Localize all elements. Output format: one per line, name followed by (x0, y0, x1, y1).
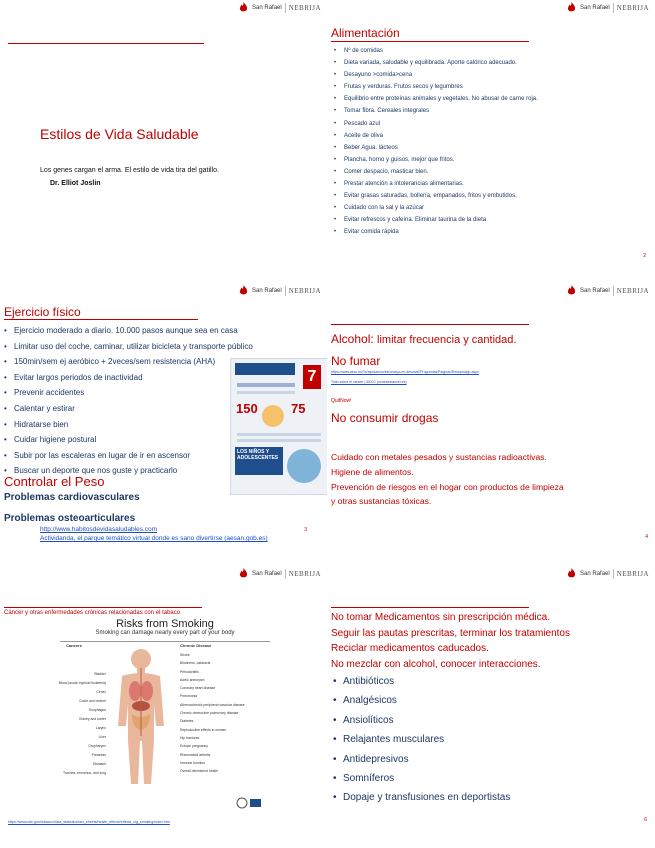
list-item: • Dieta variada, saludable y equilibrada. Aporte calórico adecuado. (332, 57, 650, 69)
title-rule (331, 324, 529, 325)
col-chronic: Chronic Disease (180, 643, 212, 648)
title-rule (4, 319, 198, 320)
poster-stat-75: 75 (291, 401, 306, 416)
page-number: 2 (643, 253, 646, 259)
list-item: • Frutas y verduras. Frutos secos y legumbres (332, 81, 650, 93)
list-item: • Limitar uso del coche, caminar, utilizar bicicleta y transporte público (2, 339, 320, 355)
disease-label: Coronary heart disease (180, 686, 216, 691)
slide-title: Estilos de Vida Saludable (40, 126, 199, 142)
cancer-label: Blood (acute myeloid leukemia) (58, 681, 106, 685)
brand-name: San Rafael (580, 570, 610, 577)
text-line: Cuidado con metales pesados y sustancias radioactivas. (331, 452, 547, 462)
logo (566, 285, 649, 296)
text-line: No mezclar con alcohol, conocer interacciones. (331, 658, 541, 670)
san-rafael-flame-icon (566, 568, 577, 579)
list-item: • Cuidado con la sal y la azúcar (332, 202, 650, 214)
list-item: • 150min/sem ej aeróbico + 2veces/sem resistencia (AHA) (2, 354, 320, 370)
human-body-illustration (110, 646, 172, 786)
san-rafael-flame-icon (238, 285, 249, 296)
link-aecc[interactable]: Todo sobre el cáncer | AECC (contraelcancer.es) (331, 380, 407, 384)
poster-number: 7 (303, 365, 321, 389)
chronic-labels (180, 651, 298, 775)
cancer-label: Esophagus (89, 708, 106, 712)
slide-title: Alimentación (331, 26, 400, 40)
link-quitnow[interactable]: QuitNow! (331, 398, 352, 404)
list-item: • Beber Agua. lácteos (332, 142, 650, 154)
link-actividanda[interactable]: Actividanda, el parque temático virtual donde es sano divertirse (aesan.gob.es) (40, 535, 268, 542)
disease-label: Overall diminished health (180, 769, 219, 774)
slide-6 (328, 566, 655, 848)
cancer-label: Colon and rectum (79, 699, 106, 703)
poster-stat-150: 150 (236, 401, 258, 416)
title-rule (4, 607, 202, 608)
list-item: • Comer despacio, masticar bien. (332, 166, 650, 178)
logo (566, 568, 649, 579)
university-name: NEBRIJA (288, 3, 321, 12)
disease-label: Chronic obstructive pulmonary disease (180, 711, 239, 716)
link-cdc[interactable]: https://www.cdc.gov/tobacco/data_statistics/fact_sheets/health_effects/effects_cig_smoking/index.htm (8, 820, 170, 824)
text-line: Higiene de alimentos. (331, 466, 414, 477)
brand-name: San Rafael (580, 4, 610, 11)
disease-label: Immune function (180, 760, 206, 765)
list-item: • Analgésicos (331, 691, 651, 710)
slide-3 (0, 283, 327, 565)
cancer-label: Stomach (92, 762, 106, 766)
brand-name: San Rafael (580, 287, 610, 294)
disease-label: Atherosclerotic peripheral vascular disease (180, 702, 245, 707)
list-item: • Somníferos (331, 769, 651, 788)
cancer-label: Liver (98, 735, 106, 739)
figure-title: Risks from Smoking (116, 618, 214, 630)
link-habitos[interactable]: http://www.habitosdevidasaludables.com (40, 526, 158, 533)
brand-name: San Rafael (252, 570, 282, 577)
hhs-cdc-logos (236, 796, 262, 810)
alcohol-title: Alcohol: (331, 332, 374, 346)
list-item: • Equilibrio entre proteínas animales y vegetales. No abusar de carne roja. (332, 93, 650, 105)
disease-label: Aortic aneurysm (180, 677, 205, 682)
text-line: Seguir las pautas prescritas, terminar los tratamientos (331, 627, 570, 639)
quote: Los genes cargan el arma. El estilo de vida tira del gatillo. (40, 167, 219, 174)
list-item: • Ejercicio moderado a diario. 10.000 pasos aunque sea en casa (2, 323, 320, 339)
cancer-label: Oropharynx (88, 744, 106, 748)
figure-caption: Cáncer y otras enfermedades crónicas relacionadas con el tabaco (4, 610, 181, 616)
disease-label: Hip fractures (180, 735, 200, 740)
list-item: • Buscar un deporte que nos guste y practicarlo (2, 463, 320, 479)
san-rafael-flame-icon (238, 2, 249, 13)
disease-label: Periodontitis (180, 669, 199, 674)
list-item: • Hidratarse bien (2, 417, 320, 433)
logo (238, 285, 321, 296)
alcohol-text: limitar frecuencia y cantidad. (377, 334, 517, 346)
col-cancers: Cancers (66, 643, 82, 648)
list-item: • Pescado azul (332, 118, 650, 130)
university-name: NEBRIJA (288, 569, 321, 578)
brand-name: San Rafael (252, 4, 282, 11)
text-line: y otras sustancias tóxicas. (331, 496, 432, 507)
logo (238, 2, 321, 13)
list-item: • Nº de comidas (332, 45, 650, 57)
cancer-label: Bladder (94, 672, 106, 676)
university-name: NEBRIJA (616, 3, 649, 12)
cancer-label: Kidney and ureter (79, 717, 106, 721)
risks-figure (30, 618, 300, 818)
logo (566, 2, 649, 13)
weight-title: Controlar el Peso (4, 474, 105, 489)
title-rule (8, 43, 204, 44)
university-name: NEBRIJA (288, 286, 321, 295)
san-rafael-flame-icon (566, 2, 577, 13)
cancer-labels (30, 670, 106, 778)
san-rafael-flame-icon (566, 285, 577, 296)
title-rule (331, 607, 529, 608)
university-name: NEBRIJA (616, 569, 649, 578)
page-number: 3 (304, 527, 307, 533)
alcohol-heading (331, 332, 516, 346)
disease-label: Blindness, cataracts (180, 661, 211, 666)
title-rule (331, 41, 529, 42)
risk-lines (331, 450, 655, 509)
list-item: • Relajantes musculares (331, 730, 651, 749)
list-item: • Cuidar higiene postural (2, 432, 320, 448)
cancer-label: Trachea, bronchus, and lung (62, 771, 106, 775)
smoke-title: No fumar (331, 354, 381, 368)
disease-label: Reproductive effects in women (180, 727, 227, 732)
slide-4 (328, 283, 655, 565)
san-rafael-flame-icon (238, 568, 249, 579)
problem-osteo: Problemas osteoarticulares (4, 513, 136, 524)
quote-author: Dr. Elliot Joslin (50, 180, 101, 187)
list-item: • Prevenir accidentes (2, 385, 320, 401)
disease-label: Diabetes (180, 719, 194, 724)
text-line: Reciclar medicamentos caducados. (331, 643, 489, 654)
university-name: NEBRIJA (616, 286, 649, 295)
list-item: • Antidepresivos (331, 750, 651, 769)
link-aecc-app[interactable]: https://www.aecc.es/Te/ayudamos/intromayo-en-desnivel/Programas/Paginas/Reseploapp.aspx (331, 370, 479, 374)
food-list (332, 45, 650, 239)
list-item: • Evitar comida rápida (332, 226, 650, 238)
disease-label: Rheumatoid arthritis (180, 752, 211, 757)
list-item: • Prestar atención a intolerancias alimentarias. (332, 178, 650, 190)
list-item: • Evitar grasas saturadas, bollería, empanados, fritos y embutidos. (332, 190, 650, 202)
list-item: • Dopaje y transfusiones en deportistas (331, 788, 651, 807)
list-item: • Evitar largos periodos de inactividad (2, 370, 320, 386)
list-item: • Calentar y estirar (2, 401, 320, 417)
disease-label: Stroke (180, 653, 190, 657)
slide-1 (0, 0, 327, 282)
drugs-text: No consumir drogas (331, 411, 439, 425)
exercise-list (2, 323, 320, 479)
text-line: No tomar Medicamentos sin prescripción médica. (331, 612, 550, 623)
list-item: • Ansiolíticos (331, 711, 651, 730)
page-number: 6 (644, 817, 647, 823)
list-item: • Tomar fibra. Cereales integrales (332, 105, 650, 117)
disease-label: Ectopic pregnancy (180, 744, 208, 749)
slide-2 (328, 0, 655, 282)
medication-lines (331, 610, 655, 672)
page-number: 4 (645, 534, 648, 540)
list-item: • Subir por las escaleras en lugar de ir en ascensor (2, 448, 320, 464)
list-item: • Plancha, horno y guisos, mejor que fritos. (332, 154, 650, 166)
problem-cardio: Problemas cardiovasculares (4, 492, 140, 503)
figure-subtitle: Smoking can damage nearly every part of your body (95, 630, 235, 636)
cancer-label: Larynx (95, 726, 106, 730)
medication-list (331, 672, 651, 808)
brand-name: San Rafael (252, 287, 282, 294)
slide-5 (0, 566, 327, 848)
cancer-label: Cervix (96, 690, 106, 694)
list-item: • Antibióticos (331, 672, 651, 691)
disease-label: Pneumonia (180, 694, 198, 699)
list-item: • Evitar refrescos y cafeína. Eliminar taurina de la dieta (332, 214, 650, 226)
list-item: • Desayuno >comida>cena (332, 69, 650, 81)
slide-title: Ejercicio físico (4, 305, 81, 319)
text-line: Prevención de riesgos en el hogar con productos de limpieza (331, 481, 564, 492)
list-item: • Aceite de oliva (332, 130, 650, 142)
cancer-label: Pancreas (91, 753, 106, 757)
poster-headline: LOS NIÑOS Y ADOLESCENTES (235, 447, 283, 475)
logo (238, 568, 321, 579)
